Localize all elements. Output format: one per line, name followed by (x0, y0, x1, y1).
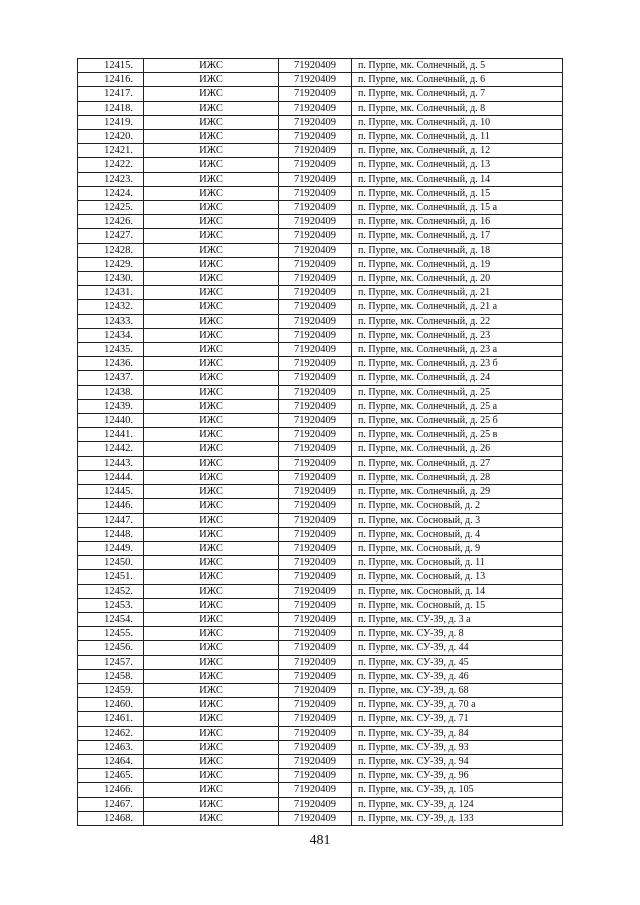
address-cell: п. Пурпе, мк. СУ-39, д. 70 а (352, 698, 563, 712)
address-cell: п. Пурпе, мк. Сосновый, д. 9 (352, 541, 563, 555)
table-row (78, 499, 563, 513)
row-number-cell: 12422. (78, 158, 144, 172)
address-cell: п. Пурпе, мк. Солнечный, д. 8 (352, 101, 563, 115)
address-cell: п. Пурпе, мк. Солнечный, д. 19 (352, 257, 563, 271)
address-cell: п. Пурпе, мк. Сосновый, д. 2 (352, 499, 563, 513)
table-row (78, 669, 563, 683)
row-number-cell: 12457. (78, 655, 144, 669)
address-cell: п. Пурпе, мк. Солнечный, д. 24 (352, 371, 563, 385)
row-number-cell: 12438. (78, 385, 144, 399)
row-number-cell: 12416. (78, 73, 144, 87)
building-type-cell: ИЖС (144, 115, 279, 129)
building-type-cell: ИЖС (144, 385, 279, 399)
table-row (78, 257, 563, 271)
table-row (78, 186, 563, 200)
building-type-cell: ИЖС (144, 556, 279, 570)
row-number-cell: 12464. (78, 754, 144, 768)
row-number-cell: 12458. (78, 669, 144, 683)
building-type-cell: ИЖС (144, 456, 279, 470)
oktmo-code-cell: 71920409 (279, 712, 352, 726)
building-type-cell: ИЖС (144, 371, 279, 385)
address-cell: п. Пурпе, мк. СУ-39, д. 105 (352, 783, 563, 797)
address-cell: п. Пурпе, мк. СУ-39, д. 44 (352, 641, 563, 655)
building-type-cell: ИЖС (144, 811, 279, 825)
building-type-cell: ИЖС (144, 286, 279, 300)
table-row (78, 442, 563, 456)
address-cell: п. Пурпе, мк. Солнечный, д. 14 (352, 172, 563, 186)
address-cell: п. Пурпе, мк. Солнечный, д. 7 (352, 87, 563, 101)
row-number-cell: 12428. (78, 243, 144, 257)
row-number-cell: 12443. (78, 456, 144, 470)
address-cell: п. Пурпе, мк. Солнечный, д. 12 (352, 144, 563, 158)
row-number-cell: 12441. (78, 428, 144, 442)
address-cell: п. Пурпе, мк. СУ-39, д. 46 (352, 669, 563, 683)
address-cell: п. Пурпе, мк. СУ-39, д. 3 а (352, 612, 563, 626)
row-number-cell: 12440. (78, 414, 144, 428)
building-type-cell: ИЖС (144, 541, 279, 555)
building-type-cell: ИЖС (144, 130, 279, 144)
oktmo-code-cell: 71920409 (279, 811, 352, 825)
table-row (78, 570, 563, 584)
row-number-cell: 12424. (78, 186, 144, 200)
oktmo-code-cell: 71920409 (279, 158, 352, 172)
table-row (78, 428, 563, 442)
row-number-cell: 12420. (78, 130, 144, 144)
address-cell: п. Пурпе, мк. Сосновый, д. 13 (352, 570, 563, 584)
address-cell: п. Пурпе, мк. Солнечный, д. 10 (352, 115, 563, 129)
oktmo-code-cell: 71920409 (279, 769, 352, 783)
oktmo-code-cell: 71920409 (279, 357, 352, 371)
table-row (78, 683, 563, 697)
building-type-cell: ИЖС (144, 698, 279, 712)
building-type-cell: ИЖС (144, 598, 279, 612)
building-type-cell: ИЖС (144, 101, 279, 115)
building-type-cell: ИЖС (144, 485, 279, 499)
oktmo-code-cell: 71920409 (279, 87, 352, 101)
address-cell: п. Пурпе, мк. СУ-39, д. 94 (352, 754, 563, 768)
address-cell: п. Пурпе, мк. Солнечный, д. 16 (352, 215, 563, 229)
building-type-cell: ИЖС (144, 612, 279, 626)
building-type-cell: ИЖС (144, 442, 279, 456)
building-type-cell: ИЖС (144, 627, 279, 641)
row-number-cell: 12445. (78, 485, 144, 499)
row-number-cell: 12431. (78, 286, 144, 300)
oktmo-code-cell: 71920409 (279, 243, 352, 257)
oktmo-code-cell: 71920409 (279, 698, 352, 712)
address-cell: п. Пурпе, мк. СУ-39, д. 8 (352, 627, 563, 641)
table-row (78, 172, 563, 186)
table-row (78, 513, 563, 527)
address-cell: п. Пурпе, мк. Солнечный, д. 21 а (352, 300, 563, 314)
row-number-cell: 12465. (78, 769, 144, 783)
table-row (78, 87, 563, 101)
table-row (78, 797, 563, 811)
table-row (78, 655, 563, 669)
building-type-cell: ИЖС (144, 186, 279, 200)
address-cell: п. Пурпе, мк. Солнечный, д. 20 (352, 272, 563, 286)
oktmo-code-cell: 71920409 (279, 343, 352, 357)
oktmo-code-cell: 71920409 (279, 186, 352, 200)
oktmo-code-cell: 71920409 (279, 73, 352, 87)
housing-register-table (77, 58, 563, 826)
address-cell: п. Пурпе, мк. Солнечный, д. 27 (352, 456, 563, 470)
row-number-cell: 12468. (78, 811, 144, 825)
address-cell: п. Пурпе, мк. СУ-39, д. 93 (352, 740, 563, 754)
table-row (78, 215, 563, 229)
address-cell: п. Пурпе, мк. Солнечный, д. 17 (352, 229, 563, 243)
address-cell: п. Пурпе, мк. Солнечный, д. 28 (352, 470, 563, 484)
table-row (78, 286, 563, 300)
building-type-cell: ИЖС (144, 272, 279, 286)
building-type-cell: ИЖС (144, 414, 279, 428)
oktmo-code-cell: 71920409 (279, 541, 352, 555)
oktmo-code-cell: 71920409 (279, 797, 352, 811)
row-number-cell: 12436. (78, 357, 144, 371)
row-number-cell: 12430. (78, 272, 144, 286)
row-number-cell: 12425. (78, 201, 144, 215)
address-cell: п. Пурпе, мк. СУ-39, д. 68 (352, 683, 563, 697)
oktmo-code-cell: 71920409 (279, 59, 352, 73)
building-type-cell: ИЖС (144, 726, 279, 740)
building-type-cell: ИЖС (144, 683, 279, 697)
row-number-cell: 12449. (78, 541, 144, 555)
address-cell: п. Пурпе, мк. Солнечный, д. 13 (352, 158, 563, 172)
row-number-cell: 12419. (78, 115, 144, 129)
table-row (78, 470, 563, 484)
building-type-cell: ИЖС (144, 257, 279, 271)
oktmo-code-cell: 71920409 (279, 556, 352, 570)
row-number-cell: 12426. (78, 215, 144, 229)
building-type-cell: ИЖС (144, 669, 279, 683)
table-row (78, 740, 563, 754)
oktmo-code-cell: 71920409 (279, 754, 352, 768)
table-row (78, 556, 563, 570)
row-number-cell: 12448. (78, 527, 144, 541)
row-number-cell: 12434. (78, 328, 144, 342)
oktmo-code-cell: 71920409 (279, 328, 352, 342)
table-row (78, 399, 563, 413)
oktmo-code-cell: 71920409 (279, 641, 352, 655)
oktmo-code-cell: 71920409 (279, 229, 352, 243)
oktmo-code-cell: 71920409 (279, 570, 352, 584)
building-type-cell: ИЖС (144, 158, 279, 172)
building-type-cell: ИЖС (144, 328, 279, 342)
oktmo-code-cell: 71920409 (279, 456, 352, 470)
oktmo-code-cell: 71920409 (279, 627, 352, 641)
table-row (78, 527, 563, 541)
table-row (78, 328, 563, 342)
building-type-cell: ИЖС (144, 655, 279, 669)
table-row (78, 357, 563, 371)
building-type-cell: ИЖС (144, 243, 279, 257)
oktmo-code-cell: 71920409 (279, 399, 352, 413)
address-cell: п. Пурпе, мк. Солнечный, д. 23 а (352, 343, 563, 357)
address-cell: п. Пурпе, мк. Солнечный, д. 23 б (352, 357, 563, 371)
row-number-cell: 12415. (78, 59, 144, 73)
oktmo-code-cell: 71920409 (279, 499, 352, 513)
address-cell: п. Пурпе, мк. СУ-39, д. 84 (352, 726, 563, 740)
table-row (78, 201, 563, 215)
table-row (78, 456, 563, 470)
address-cell: п. Пурпе, мк. Солнечный, д. 25 а (352, 399, 563, 413)
building-type-cell: ИЖС (144, 769, 279, 783)
building-type-cell: ИЖС (144, 144, 279, 158)
address-cell: п. Пурпе, мк. Солнечный, д. 25 (352, 385, 563, 399)
building-type-cell: ИЖС (144, 428, 279, 442)
address-cell: п. Пурпе, мк. Солнечный, д. 25 б (352, 414, 563, 428)
address-cell: п. Пурпе, мк. СУ-39, д. 71 (352, 712, 563, 726)
oktmo-code-cell: 71920409 (279, 470, 352, 484)
building-type-cell: ИЖС (144, 527, 279, 541)
address-cell: п. Пурпе, мк. Солнечный, д. 11 (352, 130, 563, 144)
oktmo-code-cell: 71920409 (279, 655, 352, 669)
building-type-cell: ИЖС (144, 570, 279, 584)
row-number-cell: 12452. (78, 584, 144, 598)
address-cell: п. Пурпе, мк. СУ-39, д. 124 (352, 797, 563, 811)
table-row (78, 612, 563, 626)
row-number-cell: 12433. (78, 314, 144, 328)
row-number-cell: 12447. (78, 513, 144, 527)
address-cell: п. Пурпе, мк. Сосновый, д. 14 (352, 584, 563, 598)
address-cell: п. Пурпе, мк. Солнечный, д. 18 (352, 243, 563, 257)
oktmo-code-cell: 71920409 (279, 257, 352, 271)
row-number-cell: 12451. (78, 570, 144, 584)
address-cell: п. Пурпе, мк. Солнечный, д. 21 (352, 286, 563, 300)
oktmo-code-cell: 71920409 (279, 314, 352, 328)
row-number-cell: 12417. (78, 87, 144, 101)
table-row (78, 698, 563, 712)
oktmo-code-cell: 71920409 (279, 485, 352, 499)
address-cell: п. Пурпе, мк. Сосновый, д. 11 (352, 556, 563, 570)
address-cell: п. Пурпе, мк. Сосновый, д. 15 (352, 598, 563, 612)
building-type-cell: ИЖС (144, 783, 279, 797)
row-number-cell: 12439. (78, 399, 144, 413)
table-row (78, 158, 563, 172)
table-row (78, 726, 563, 740)
oktmo-code-cell: 71920409 (279, 683, 352, 697)
building-type-cell: ИЖС (144, 229, 279, 243)
oktmo-code-cell: 71920409 (279, 740, 352, 754)
building-type-cell: ИЖС (144, 59, 279, 73)
table-row (78, 73, 563, 87)
row-number-cell: 12461. (78, 712, 144, 726)
oktmo-code-cell: 71920409 (279, 201, 352, 215)
oktmo-code-cell: 71920409 (279, 144, 352, 158)
building-type-cell: ИЖС (144, 399, 279, 413)
address-cell: п. Пурпе, мк. Сосновый, д. 3 (352, 513, 563, 527)
oktmo-code-cell: 71920409 (279, 428, 352, 442)
row-number-cell: 12462. (78, 726, 144, 740)
table-row (78, 754, 563, 768)
table-row (78, 101, 563, 115)
row-number-cell: 12427. (78, 229, 144, 243)
row-number-cell: 12418. (78, 101, 144, 115)
row-number-cell: 12453. (78, 598, 144, 612)
address-cell: п. Пурпе, мк. Солнечный, д. 15 а (352, 201, 563, 215)
row-number-cell: 12450. (78, 556, 144, 570)
oktmo-code-cell: 71920409 (279, 584, 352, 598)
oktmo-code-cell: 71920409 (279, 414, 352, 428)
address-cell: п. Пурпе, мк. Солнечный, д. 25 в (352, 428, 563, 442)
oktmo-code-cell: 71920409 (279, 726, 352, 740)
building-type-cell: ИЖС (144, 201, 279, 215)
oktmo-code-cell: 71920409 (279, 442, 352, 456)
oktmo-code-cell: 71920409 (279, 286, 352, 300)
oktmo-code-cell: 71920409 (279, 371, 352, 385)
row-number-cell: 12429. (78, 257, 144, 271)
table-row (78, 641, 563, 655)
table-row (78, 371, 563, 385)
oktmo-code-cell: 71920409 (279, 272, 352, 286)
oktmo-code-cell: 71920409 (279, 669, 352, 683)
oktmo-code-cell: 71920409 (279, 130, 352, 144)
table-row (78, 783, 563, 797)
address-cell: п. Пурпе, мк. Солнечный, д. 26 (352, 442, 563, 456)
address-cell: п. Пурпе, мк. СУ-39, д. 133 (352, 811, 563, 825)
address-cell: п. Пурпе, мк. СУ-39, д. 96 (352, 769, 563, 783)
oktmo-code-cell: 71920409 (279, 612, 352, 626)
table-row (78, 229, 563, 243)
table-row (78, 243, 563, 257)
building-type-cell: ИЖС (144, 641, 279, 655)
row-number-cell: 12463. (78, 740, 144, 754)
row-number-cell: 12442. (78, 442, 144, 456)
building-type-cell: ИЖС (144, 740, 279, 754)
address-cell: п. Пурпе, мк. Солнечный, д. 22 (352, 314, 563, 328)
table-row (78, 627, 563, 641)
row-number-cell: 12459. (78, 683, 144, 697)
row-number-cell: 12456. (78, 641, 144, 655)
building-type-cell: ИЖС (144, 357, 279, 371)
row-number-cell: 12423. (78, 172, 144, 186)
building-type-cell: ИЖС (144, 215, 279, 229)
address-cell: п. Пурпе, мк. Солнечный, д. 5 (352, 59, 563, 73)
table-row (78, 414, 563, 428)
address-cell: п. Пурпе, мк. Солнечный, д. 6 (352, 73, 563, 87)
building-type-cell: ИЖС (144, 584, 279, 598)
building-type-cell: ИЖС (144, 343, 279, 357)
oktmo-code-cell: 71920409 (279, 527, 352, 541)
table-body (78, 59, 563, 826)
building-type-cell: ИЖС (144, 73, 279, 87)
table-row (78, 115, 563, 129)
page-number: 481 (309, 833, 331, 848)
building-type-cell: ИЖС (144, 87, 279, 101)
table-row (78, 485, 563, 499)
building-type-cell: ИЖС (144, 172, 279, 186)
table-row (78, 130, 563, 144)
table-row (78, 811, 563, 825)
oktmo-code-cell: 71920409 (279, 101, 352, 115)
oktmo-code-cell: 71920409 (279, 300, 352, 314)
row-number-cell: 12455. (78, 627, 144, 641)
address-cell: п. Пурпе, мк. СУ-39, д. 45 (352, 655, 563, 669)
building-type-cell: ИЖС (144, 314, 279, 328)
row-number-cell: 12444. (78, 470, 144, 484)
row-number-cell: 12435. (78, 343, 144, 357)
building-type-cell: ИЖС (144, 712, 279, 726)
address-cell: п. Пурпе, мк. Солнечный, д. 23 (352, 328, 563, 342)
oktmo-code-cell: 71920409 (279, 172, 352, 186)
table-row (78, 769, 563, 783)
oktmo-code-cell: 71920409 (279, 385, 352, 399)
row-number-cell: 12454. (78, 612, 144, 626)
table-row (78, 598, 563, 612)
table-row (78, 343, 563, 357)
table-row (78, 300, 563, 314)
building-type-cell: ИЖС (144, 470, 279, 484)
building-type-cell: ИЖС (144, 300, 279, 314)
address-cell: п. Пурпе, мк. Сосновый, д. 4 (352, 527, 563, 541)
row-number-cell: 12437. (78, 371, 144, 385)
oktmo-code-cell: 71920409 (279, 513, 352, 527)
row-number-cell: 12467. (78, 797, 144, 811)
table-row (78, 144, 563, 158)
row-number-cell: 12446. (78, 499, 144, 513)
building-type-cell: ИЖС (144, 754, 279, 768)
oktmo-code-cell: 71920409 (279, 115, 352, 129)
table-row (78, 385, 563, 399)
row-number-cell: 12466. (78, 783, 144, 797)
row-number-cell: 12460. (78, 698, 144, 712)
table-row (78, 314, 563, 328)
building-type-cell: ИЖС (144, 499, 279, 513)
table-row (78, 712, 563, 726)
table-row (78, 584, 563, 598)
oktmo-code-cell: 71920409 (279, 215, 352, 229)
row-number-cell: 12421. (78, 144, 144, 158)
table-row (78, 59, 563, 73)
table-row (78, 272, 563, 286)
oktmo-code-cell: 71920409 (279, 598, 352, 612)
building-type-cell: ИЖС (144, 797, 279, 811)
table-row (78, 541, 563, 555)
oktmo-code-cell: 71920409 (279, 783, 352, 797)
row-number-cell: 12432. (78, 300, 144, 314)
address-cell: п. Пурпе, мк. Солнечный, д. 29 (352, 485, 563, 499)
address-cell: п. Пурпе, мк. Солнечный, д. 15 (352, 186, 563, 200)
building-type-cell: ИЖС (144, 513, 279, 527)
